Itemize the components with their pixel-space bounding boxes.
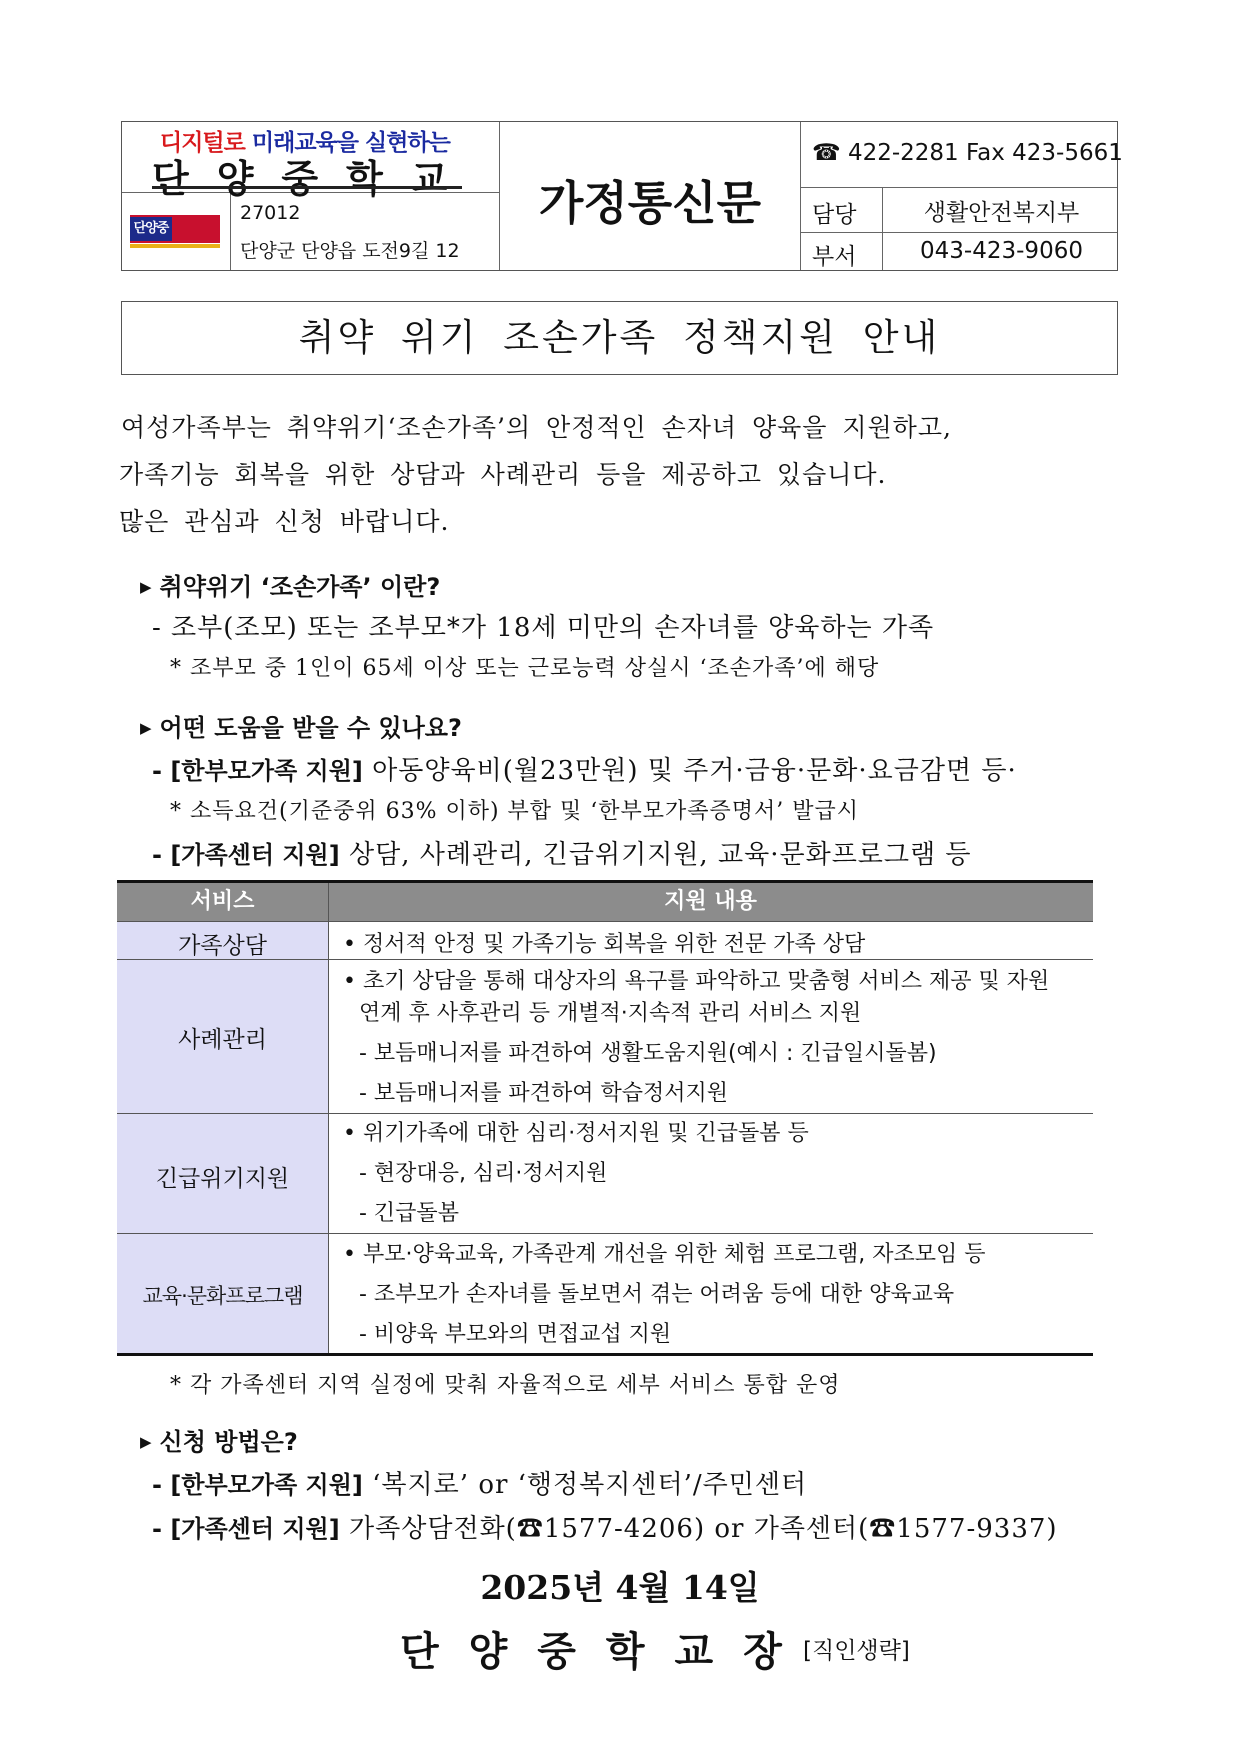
table-cell-line: - 비양육 부모와의 면접교섭 지원: [359, 1322, 672, 1347]
support-item-single-parent: - [한부모가족 지원] 아동양육비(월23만원) 및 주거·금융·문화·요금감면 등·: [152, 756, 1017, 786]
table-header-service: 서비스: [190, 889, 255, 914]
department-name: 생활안전복지부: [923, 200, 1080, 226]
service-table: [117, 880, 1093, 1356]
intro-line-1: 여성가족부는 취약위기‘조손가족’의 안정적인 손자녀 양육을 지원하고,: [121, 413, 952, 442]
table-cell-line: • 부모·양육교육, 가족관계 개선을 위한 체험 프로그램, 자조모임 등: [343, 1242, 986, 1267]
support-item-note: * 소득요건(기준중위 63% 이하) 부합 및 ‘한부모가족증명서’ 발급시: [170, 799, 860, 824]
school-slogan: 디지털로 미래교육을 실현하는: [160, 130, 450, 156]
phone-fax: ☎ 422-2281 Fax 423-5661: [812, 140, 1123, 166]
section-heading-support: ▶ 어떤 도움을 받을 수 있나요?: [140, 714, 462, 742]
triangle-bullet-icon: ▶: [140, 1433, 152, 1451]
table-cell-line: • 초기 상담을 통해 대상자의 욕구를 파악하고 맞춤형 서비스 제공 및 자원: [343, 969, 1050, 994]
school-address: 단양군 단양읍 도전9길 12: [240, 240, 460, 262]
table-header: [117, 883, 1093, 921]
intro-line-3: 많은 관심과 신청 바랍니다.: [119, 507, 450, 536]
notice-subject: 취약 위기 조손가족 정책지원 안내: [121, 301, 1118, 375]
label-department: 부서: [812, 244, 857, 270]
triangle-bullet-icon: ▶: [140, 578, 152, 596]
table-cell-line: - 긴급돌봄: [359, 1201, 459, 1226]
apply-single-parent: - [한부모가족 지원] ‘복지로’ or ‘행정복지센터’/주민센터: [152, 1470, 808, 1500]
table-row-service: 긴급위기지원: [155, 1166, 290, 1192]
table-note: * 각 가족센터 지역 실정에 맞춰 자율적으로 세부 서비스 통합 운영: [170, 1373, 841, 1398]
apply-family-center: - [가족센터 지원] 가족상담전화(☎1577-4206) or 가족센터(☎1577-9337): [152, 1514, 1058, 1544]
table-row-service: 사례관리: [178, 1027, 267, 1053]
document-title: 가정통신문: [538, 176, 762, 230]
department-phone: 043-423-9060: [920, 238, 1083, 264]
support-item-family-center: - [가족센터 지원] 상담, 사례관리, 긴급위기지원, 교육·문화프로그램 등: [152, 840, 972, 870]
section-heading-apply: ▶ 신청 방법은?: [140, 1428, 298, 1456]
table-cell-line: - 보듬매니저를 파견하여 학습정서지원: [359, 1081, 728, 1106]
definition-note: * 조부모 중 1인이 65세 이상 또는 근로능력 상실시 ‘조손가족’에 해당: [170, 656, 880, 681]
table-header-content: 지원 내용: [664, 889, 757, 914]
table-cell-line: - 현장대응, 심리·정서지원: [359, 1161, 608, 1186]
issue-date: 2025년 4월 14일: [480, 1568, 760, 1607]
table-cell-line: • 위기가족에 대한 심리·정서지원 및 긴급돌봄 등: [343, 1121, 809, 1146]
definition-line: - 조부(조모) 또는 조부모*가 18세 미만의 손자녀를 양육하는 가족: [152, 613, 935, 643]
intro-line-2: 가족기능 회복을 위한 상담과 사례관리 등을 제공하고 있습니다.: [119, 460, 887, 489]
label-in-charge: 담당: [812, 202, 857, 228]
seal-omitted: [직인생략]: [803, 1638, 910, 1664]
table-cell-line: 연계 후 사후관리 등 개별적·지속적 관리 서비스 지원: [359, 1001, 862, 1026]
table-row-service: 가족상담: [178, 933, 267, 959]
table-cell-line: - 보듬매니저를 파견하여 생활도움지원(예시 : 긴급일시돌봄): [359, 1041, 937, 1066]
table-row-service: 교육·문화프로그램: [142, 1284, 303, 1308]
table-cell-line: - 조부모가 손자녀를 돌보면서 겪는 어려움 등에 대한 양육교육: [359, 1282, 955, 1307]
postal-code: 27012: [240, 202, 301, 224]
principal-signature: 단양중학교장: [400, 1628, 812, 1675]
letterhead: [121, 121, 1123, 271]
school-logo: 단양중: [130, 215, 220, 249]
school-name: 단양중학교: [152, 156, 476, 201]
table-cell-line: • 정서적 안정 및 가족기능 회복을 위한 전문 가족 상담: [343, 932, 866, 957]
triangle-bullet-icon: ▶: [140, 719, 152, 737]
section-heading-definition: ▶ 취약위기 ‘조손가족’ 이란?: [140, 573, 441, 601]
